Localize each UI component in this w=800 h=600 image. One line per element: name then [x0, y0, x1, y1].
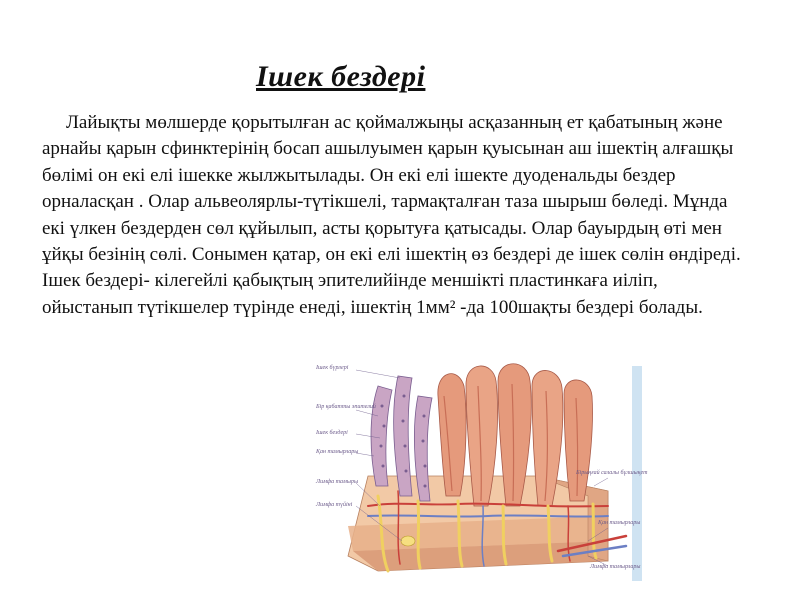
label-lymph-node: Лимфа түйіні: [316, 502, 353, 508]
label-villi: Ішек бүрлері: [316, 365, 349, 371]
label-epithelium: Бір қабатты эпителий: [316, 404, 376, 410]
label-blood-vessels-left: Қан тамырлары: [316, 449, 359, 455]
label-blood-vessels-right: Қан тамырлары: [598, 520, 641, 526]
body-paragraph: Лайықты мөлшерде қорытылған ас қоймалжыңы асқазанның ет қабатының және арнайы қарын сфинктерінің босап ашылуымен қарын қуысынан аш ішектің алғашқы бөлімі он екі елі ішекке жылжытылады. Он екі елі ішекте дуоденальды бездер орналасқан . Олар альвеолярлы-түтікшелі, тармақталған таза шырыш бөледі. Мұнда екі үлкен бездерден сөл құйылып, асты қорытуға қатысады. Олар бауырдың өті мен ұйқы безінің сөлі. Сонымен қатар, он екі елі ішектің өз бездері де ішек сөлін өндіреді. Ішек бездері- кілегейлі қабықтың эпителийінде меншікті пластинкаға иіліп, ойыстанып түтікшелер түрінде енеді, ішектің 1мм² -да 100шақты бездері болады.: [42, 112, 741, 318]
intestinal-villi: [438, 364, 593, 506]
slide-title: Ішек бездері: [256, 60, 426, 93]
gland-section: [371, 376, 432, 501]
label-lymph-vessels-right: Лимфа тамырлары: [590, 564, 641, 570]
label-lymph-vessel: Лимфа тамыры: [316, 479, 359, 485]
label-glands: Ішек бездері: [316, 430, 348, 436]
label-smooth-muscle: Бірыңғай салалы бұлшықет: [576, 470, 648, 476]
intestinal-villi-illustration: [308, 356, 648, 581]
